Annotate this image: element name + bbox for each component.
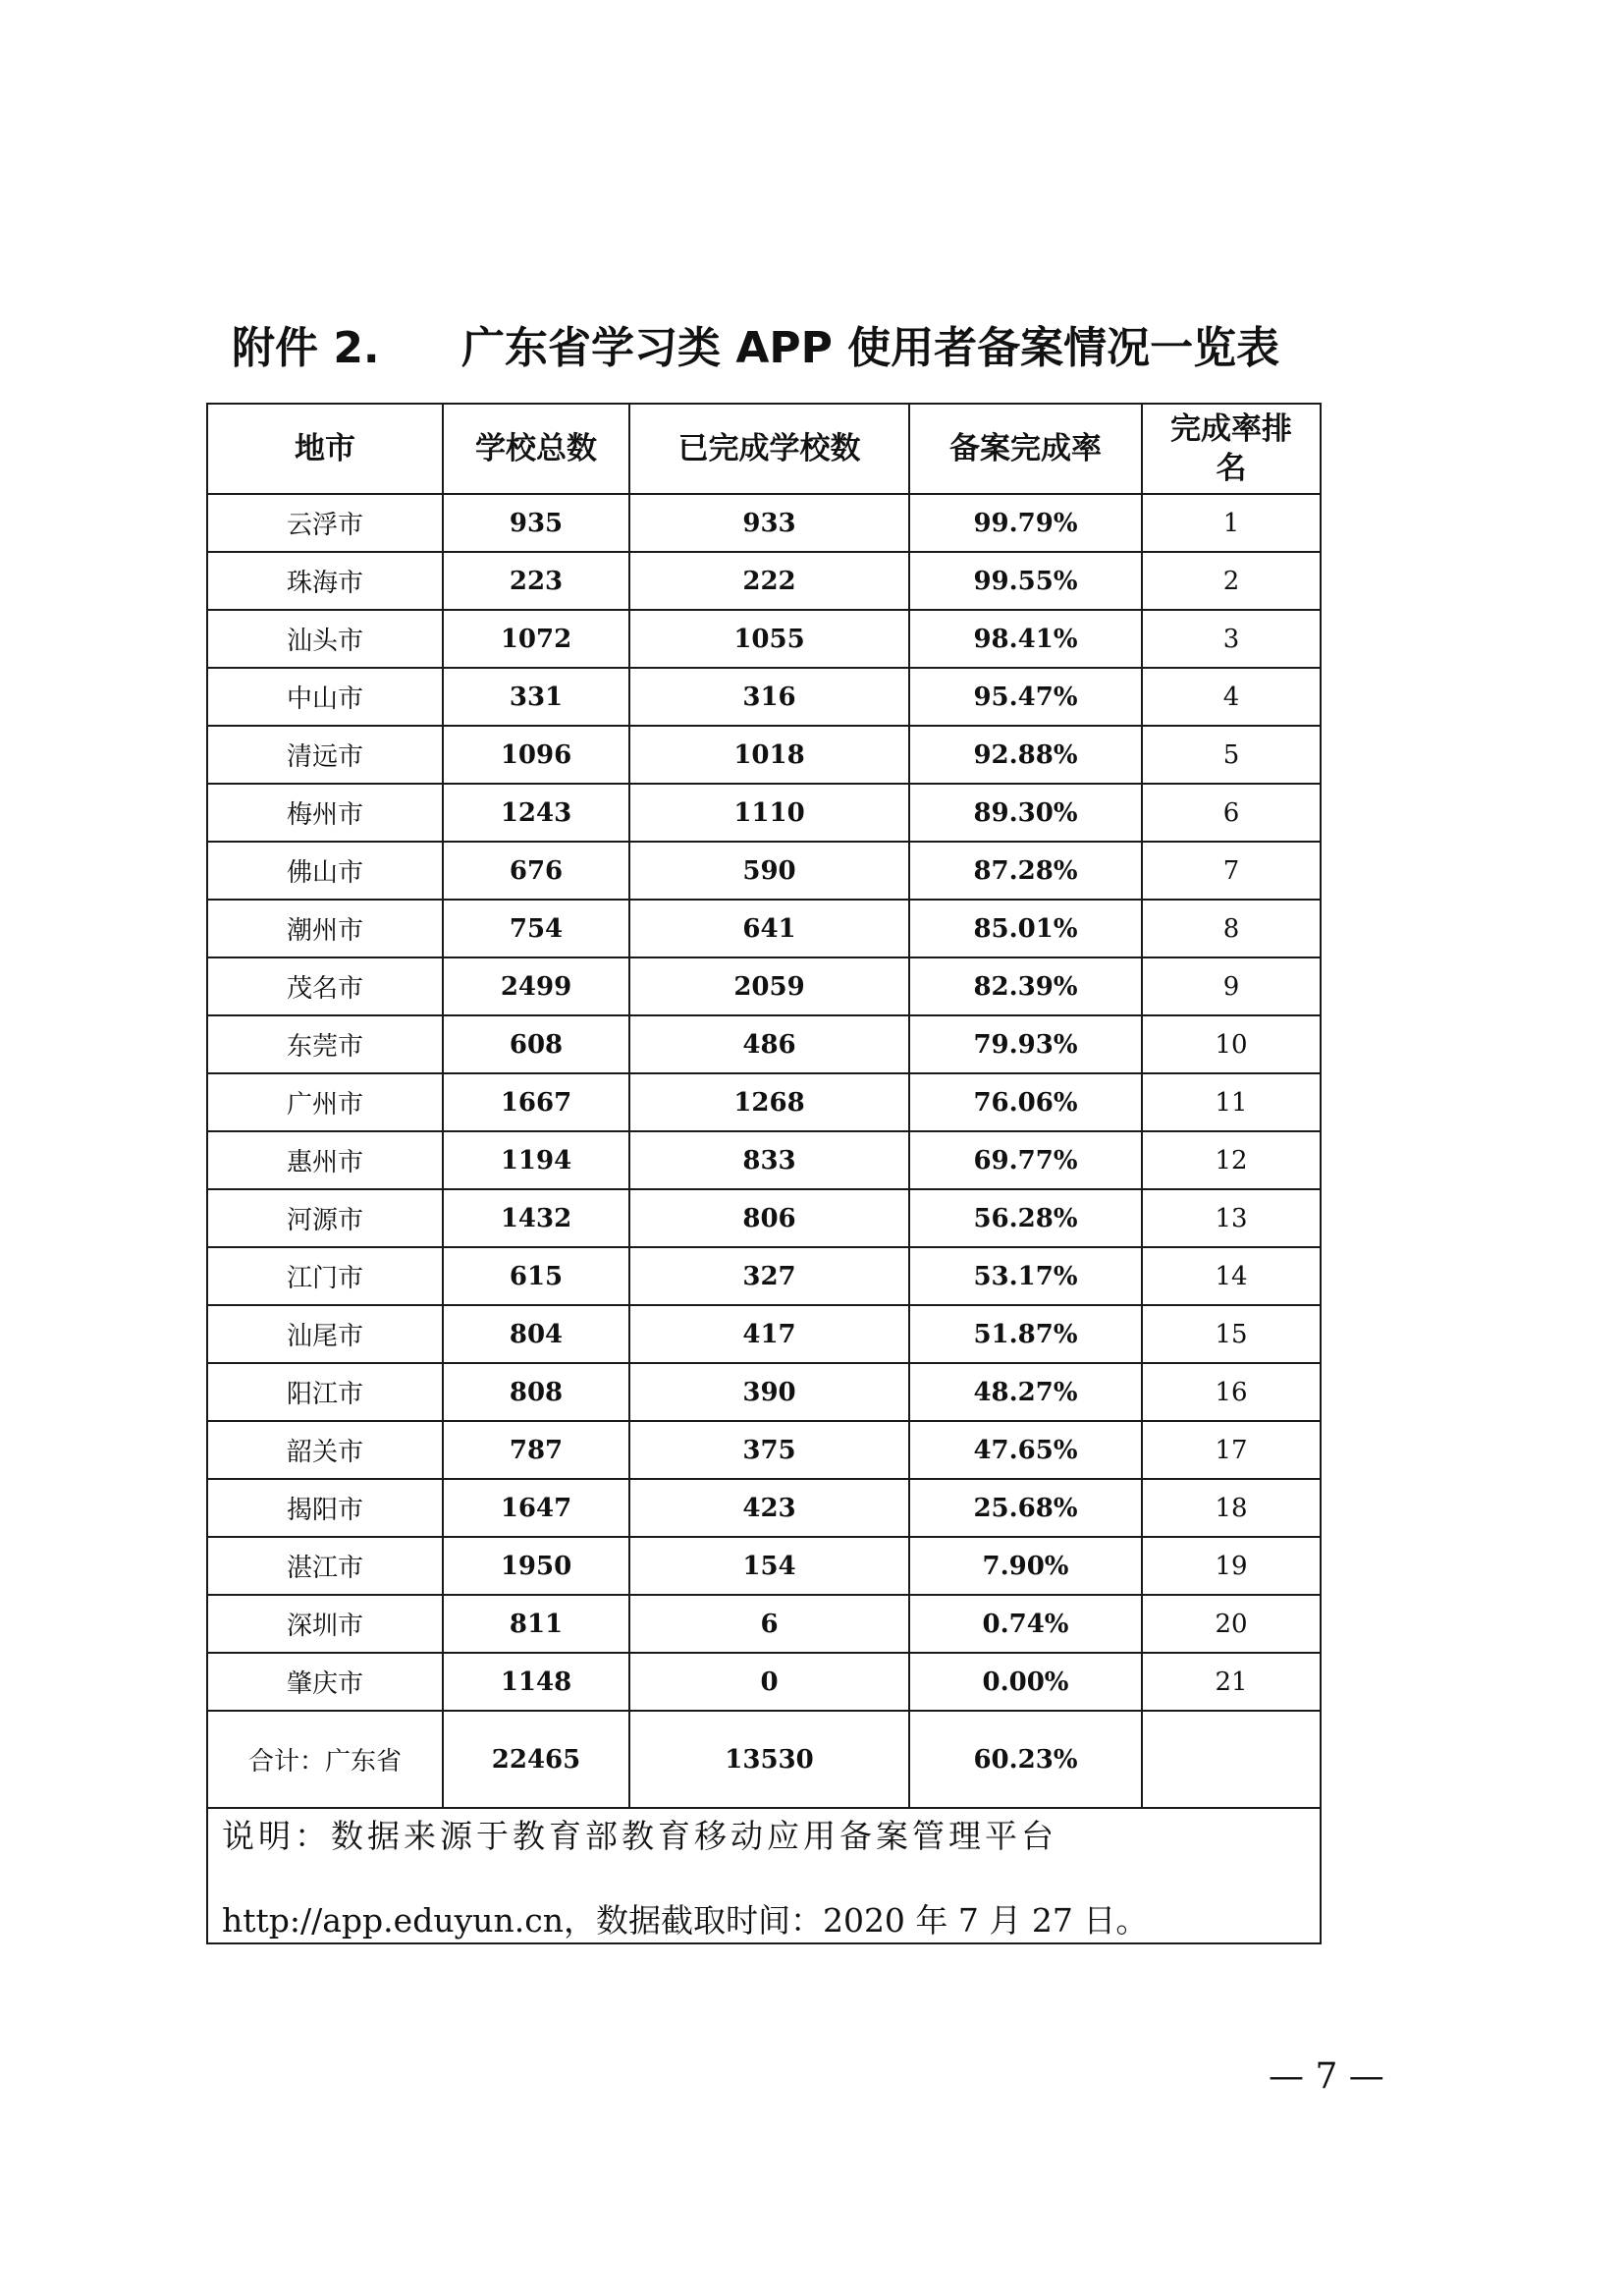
cell-completion-rate: 82.39% [909, 957, 1142, 1015]
cell-completed-schools: 154 [629, 1537, 909, 1595]
cell-total-schools: 1647 [443, 1479, 629, 1537]
cell-rank: 10 [1142, 1015, 1321, 1073]
cell-completion-rate: 47.65% [909, 1421, 1142, 1479]
cell-city: 清远市 [207, 726, 443, 784]
cell-city: 肇庆市 [207, 1653, 443, 1711]
cell-completion-rate: 99.55% [909, 552, 1142, 610]
table-row [207, 1189, 1321, 1247]
cell-rank: 11 [1142, 1073, 1321, 1131]
total-rate: 60.23% [909, 1711, 1142, 1808]
cell-total-schools: 811 [443, 1595, 629, 1653]
cell-completion-rate: 51.87% [909, 1305, 1142, 1363]
note-cell [207, 1808, 1321, 1943]
cell-total-schools: 223 [443, 552, 629, 610]
cell-city: 茂名市 [207, 957, 443, 1015]
cell-total-schools: 1194 [443, 1131, 629, 1189]
cell-city: 揭阳市 [207, 1479, 443, 1537]
cell-completed-schools: 641 [629, 900, 909, 957]
cell-completed-schools: 1268 [629, 1073, 909, 1131]
cell-completed-schools: 316 [629, 668, 909, 726]
table-row [207, 1305, 1321, 1363]
cell-rank: 9 [1142, 957, 1321, 1015]
cell-total-schools: 615 [443, 1247, 629, 1305]
cell-city: 潮州市 [207, 900, 443, 957]
cell-completed-schools: 390 [629, 1363, 909, 1421]
table-row [207, 1653, 1321, 1711]
note-source: 说明：数据来源于教育部教育移动应用备案管理平台 [222, 1817, 1057, 1855]
cell-completed-schools: 590 [629, 842, 909, 900]
cell-city: 广州市 [207, 1073, 443, 1131]
cell-completion-rate: 98.41% [909, 610, 1142, 668]
cell-completion-rate: 56.28% [909, 1189, 1142, 1247]
table-body [207, 494, 1321, 1711]
cell-rank: 16 [1142, 1363, 1321, 1421]
cell-city: 惠州市 [207, 1131, 443, 1189]
table-row [207, 1247, 1321, 1305]
cell-city: 中山市 [207, 668, 443, 726]
header-city: 地市 [207, 404, 443, 494]
cell-completion-rate: 0.00% [909, 1653, 1142, 1711]
cell-total-schools: 2499 [443, 957, 629, 1015]
cell-completion-rate: 89.30% [909, 784, 1142, 842]
table-row [207, 1595, 1321, 1653]
cell-total-schools: 808 [443, 1363, 629, 1421]
cell-total-schools: 331 [443, 668, 629, 726]
cell-completed-schools: 0 [629, 1653, 909, 1711]
cell-completion-rate: 99.79% [909, 494, 1142, 552]
cell-completed-schools: 423 [629, 1479, 909, 1537]
cell-city: 云浮市 [207, 494, 443, 552]
cell-city: 珠海市 [207, 552, 443, 610]
cell-completion-rate: 25.68% [909, 1479, 1142, 1537]
cell-completed-schools: 375 [629, 1421, 909, 1479]
table-row [207, 726, 1321, 784]
cell-city: 汕尾市 [207, 1305, 443, 1363]
cell-rank: 3 [1142, 610, 1321, 668]
cell-rank: 14 [1142, 1247, 1321, 1305]
cell-total-schools: 608 [443, 1015, 629, 1073]
cell-total-schools: 935 [443, 494, 629, 552]
cell-rank: 20 [1142, 1595, 1321, 1653]
table-row [207, 552, 1321, 610]
cell-completion-rate: 69.77% [909, 1131, 1142, 1189]
table-row [207, 1363, 1321, 1421]
header-completion-rate: 备案完成率 [909, 404, 1142, 494]
table-row [207, 957, 1321, 1015]
header-total-schools: 学校总数 [443, 404, 629, 494]
total-rank [1142, 1711, 1321, 1808]
cell-completion-rate: 85.01% [909, 900, 1142, 957]
cell-completed-schools: 1018 [629, 726, 909, 784]
total-label: 合计：广东省 [207, 1711, 443, 1808]
cell-completion-rate: 79.93% [909, 1015, 1142, 1073]
header-completed-schools: 已完成学校数 [629, 404, 909, 494]
cell-rank: 7 [1142, 842, 1321, 900]
header-rank: 完成率排名 [1142, 404, 1321, 494]
table-container [206, 403, 1320, 1944]
cell-city: 佛山市 [207, 842, 443, 900]
cell-completion-rate: 76.06% [909, 1073, 1142, 1131]
cell-completed-schools: 2059 [629, 957, 909, 1015]
cell-completed-schools: 1055 [629, 610, 909, 668]
table-row [207, 1015, 1321, 1073]
cell-total-schools: 1148 [443, 1653, 629, 1711]
cell-completion-rate: 0.74% [909, 1595, 1142, 1653]
total-row [207, 1711, 1321, 1808]
cell-city: 汕头市 [207, 610, 443, 668]
cell-total-schools: 787 [443, 1421, 629, 1479]
table-row [207, 1537, 1321, 1595]
cell-rank: 21 [1142, 1653, 1321, 1711]
table-row [207, 900, 1321, 957]
cell-rank: 17 [1142, 1421, 1321, 1479]
cell-rank: 1 [1142, 494, 1321, 552]
cell-rank: 2 [1142, 552, 1321, 610]
total-completed: 13530 [629, 1711, 909, 1808]
cell-rank: 18 [1142, 1479, 1321, 1537]
table-title: 广东省学习类 APP 使用者备案情况一览表 [461, 323, 1280, 373]
cell-city: 梅州市 [207, 784, 443, 842]
cell-total-schools: 1072 [443, 610, 629, 668]
cell-rank: 19 [1142, 1537, 1321, 1595]
cell-rank: 5 [1142, 726, 1321, 784]
registration-table [206, 403, 1322, 1944]
note-row [207, 1808, 1321, 1943]
cell-completed-schools: 933 [629, 494, 909, 552]
cell-completion-rate: 7.90% [909, 1537, 1142, 1595]
cell-completion-rate: 92.88% [909, 726, 1142, 784]
cell-rank: 4 [1142, 668, 1321, 726]
cell-completed-schools: 327 [629, 1247, 909, 1305]
cell-city: 深圳市 [207, 1595, 443, 1653]
cell-rank: 13 [1142, 1189, 1321, 1247]
cell-city: 东莞市 [207, 1015, 443, 1073]
cell-city: 韶关市 [207, 1421, 443, 1479]
cell-total-schools: 1243 [443, 784, 629, 842]
cell-total-schools: 1667 [443, 1073, 629, 1131]
cell-rank: 15 [1142, 1305, 1321, 1363]
cell-completion-rate: 87.28% [909, 842, 1142, 900]
table-row [207, 842, 1321, 900]
cell-completed-schools: 806 [629, 1189, 909, 1247]
cell-completed-schools: 6 [629, 1595, 909, 1653]
table-row [207, 1421, 1321, 1479]
cell-total-schools: 676 [443, 842, 629, 900]
note-url-date: http://app.eduyun.cn，数据截取时间：2020 年 7 月 27 日。 [222, 1901, 1149, 1940]
cell-total-schools: 754 [443, 900, 629, 957]
page-number: — 7 — [1269, 2056, 1384, 2097]
table-row [207, 494, 1321, 552]
cell-rank: 12 [1142, 1131, 1321, 1189]
table-header-row [207, 404, 1321, 494]
table-row [207, 1073, 1321, 1131]
cell-rank: 6 [1142, 784, 1321, 842]
cell-city: 湛江市 [207, 1537, 443, 1595]
table-row [207, 1131, 1321, 1189]
table-row [207, 784, 1321, 842]
cell-completed-schools: 486 [629, 1015, 909, 1073]
cell-completed-schools: 833 [629, 1131, 909, 1189]
cell-city: 阳江市 [207, 1363, 443, 1421]
cell-total-schools: 1096 [443, 726, 629, 784]
cell-total-schools: 1432 [443, 1189, 629, 1247]
table-row [207, 1479, 1321, 1537]
attachment-label: 附件 2. [232, 323, 380, 373]
cell-city: 江门市 [207, 1247, 443, 1305]
document-title [232, 312, 1390, 371]
cell-completion-rate: 53.17% [909, 1247, 1142, 1305]
cell-completed-schools: 222 [629, 552, 909, 610]
cell-completed-schools: 417 [629, 1305, 909, 1363]
cell-rank: 8 [1142, 900, 1321, 957]
cell-completed-schools: 1110 [629, 784, 909, 842]
cell-completion-rate: 48.27% [909, 1363, 1142, 1421]
cell-total-schools: 1950 [443, 1537, 629, 1595]
cell-completion-rate: 95.47% [909, 668, 1142, 726]
table-row [207, 610, 1321, 668]
table-row [207, 668, 1321, 726]
total-schools: 22465 [443, 1711, 629, 1808]
cell-total-schools: 804 [443, 1305, 629, 1363]
cell-city: 河源市 [207, 1189, 443, 1247]
